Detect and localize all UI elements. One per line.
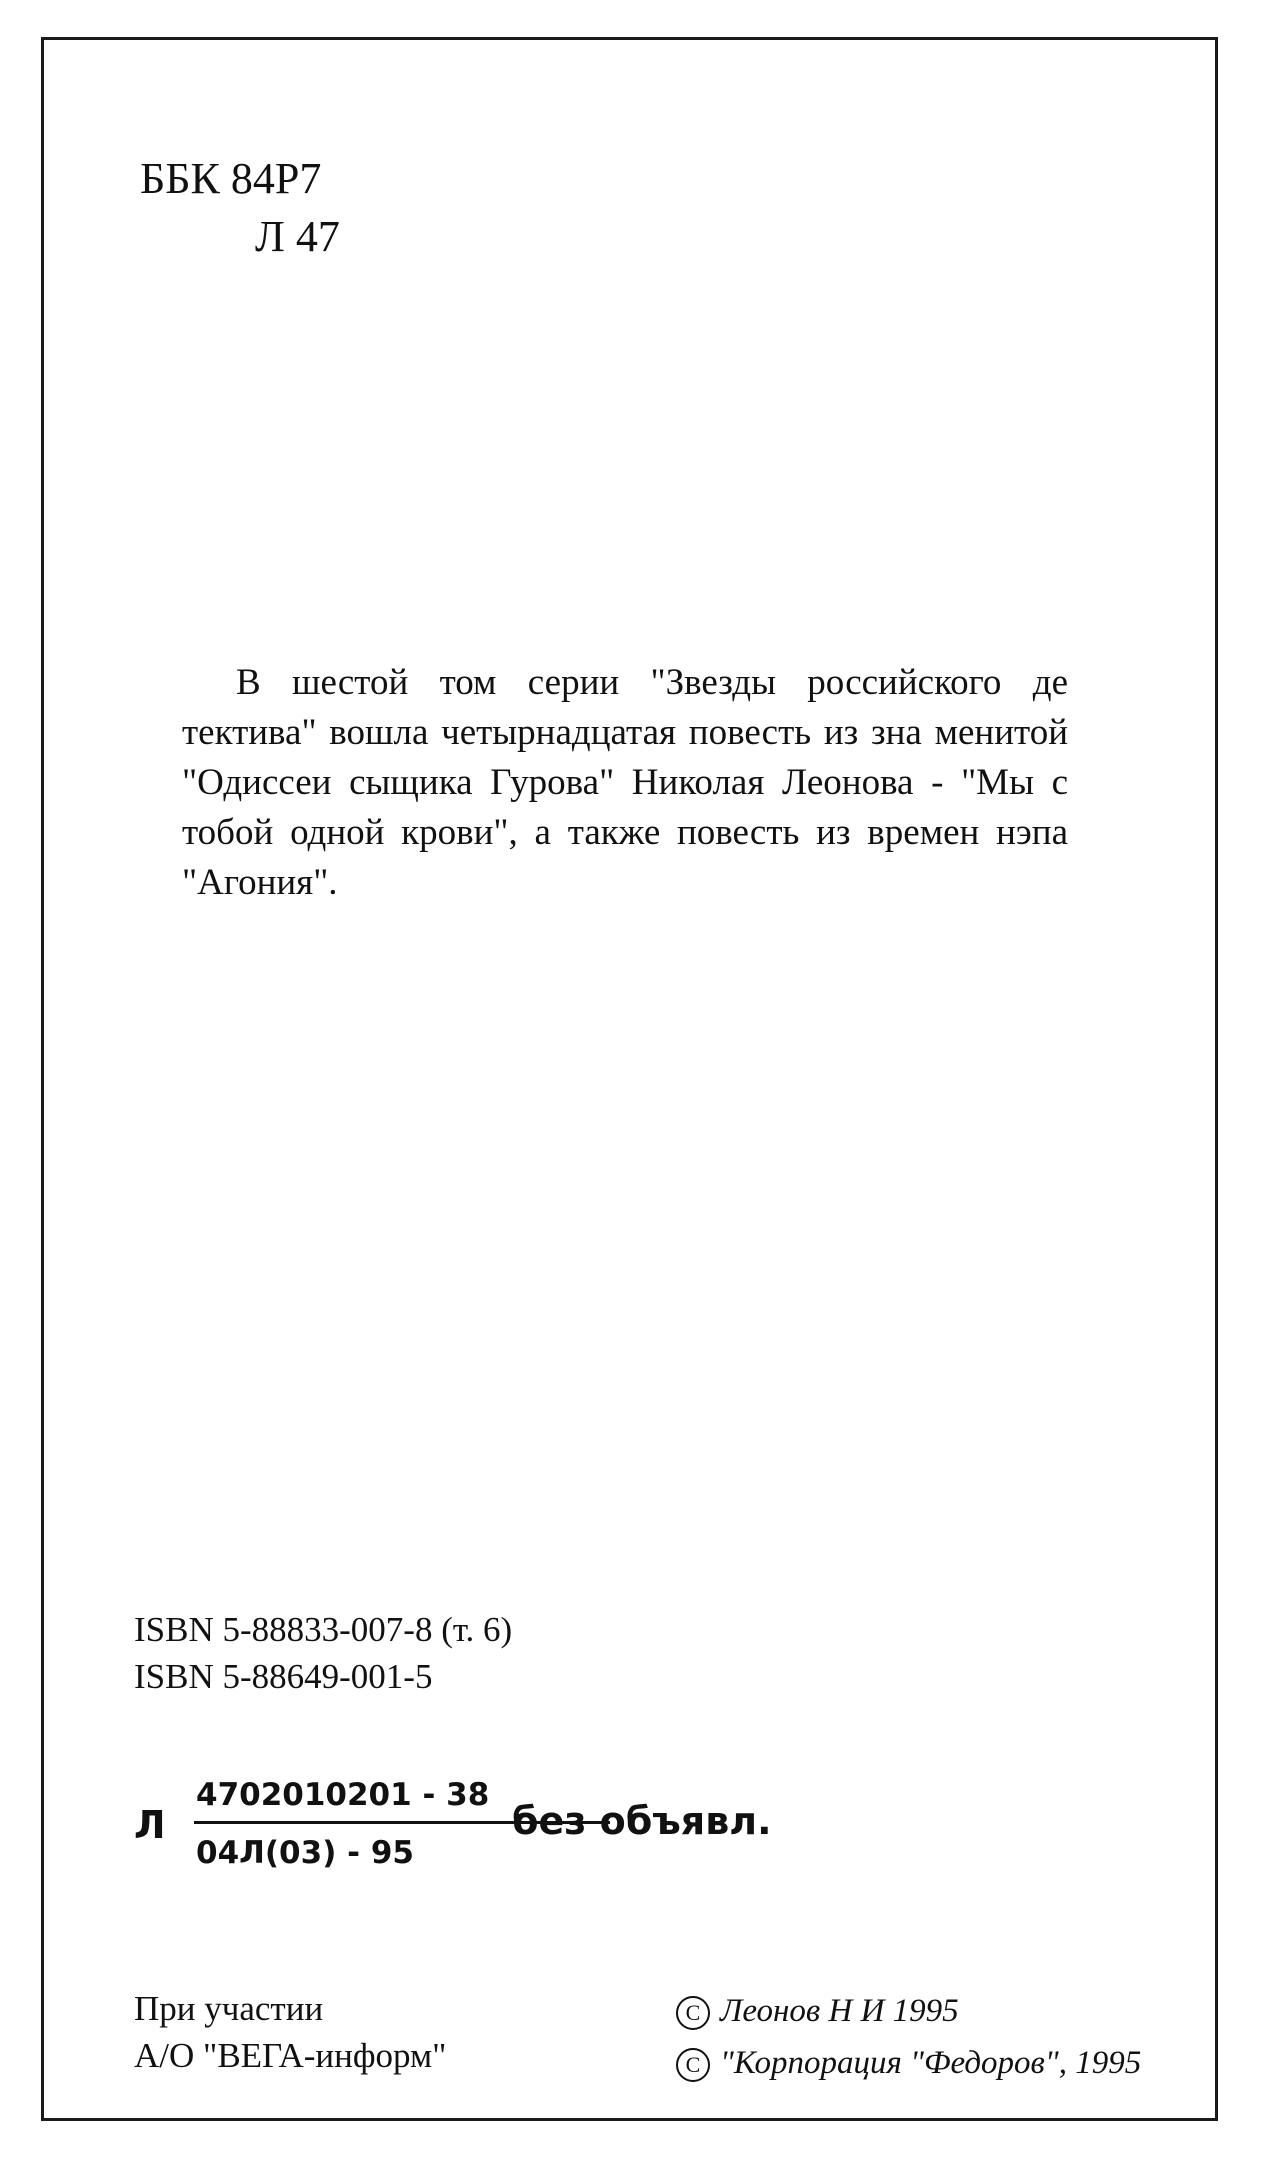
annotation-line: менитой "Одиссеи сыщика Гурова" Николая bbox=[182, 712, 1068, 803]
copyright-row bbox=[676, 2037, 1141, 2089]
code-letter: Л bbox=[134, 1803, 166, 1847]
author-mark: Л 47 bbox=[255, 212, 340, 261]
copyright-block bbox=[676, 1985, 1141, 2089]
participation-line: А/О "ВЕГА-информ" bbox=[134, 2036, 447, 2075]
participation-line: При участии bbox=[134, 1989, 324, 2028]
annotation-line: тектива" вошла четырнадцатая повесть из зна bbox=[182, 712, 922, 753]
annotation-line: В шестой том серии "Звезды российского де bbox=[236, 662, 1068, 703]
annotation-line: Леонова - "Мы с тобой одной крови", а также bbox=[182, 762, 1069, 853]
copyright-text: Леонов Н И 1995 bbox=[720, 1993, 959, 2029]
annotation-paragraph bbox=[182, 658, 1068, 908]
isbn-block bbox=[134, 1606, 512, 1700]
copyright-icon: C bbox=[676, 1996, 710, 2030]
code-note: без объявл. bbox=[512, 1799, 772, 1843]
bbk-code: ББК 84Р7 bbox=[140, 154, 322, 203]
copyright-icon: C bbox=[676, 2048, 710, 2082]
isbn-line: ISBN 5-88833-007-8 (т. 6) bbox=[134, 1610, 513, 1649]
annotation-line: повесть из времен нэпа "Агония". bbox=[182, 812, 1068, 903]
bbk-classification bbox=[140, 150, 340, 266]
participation-block bbox=[134, 1985, 446, 2079]
code-numerator: 4702010201 - 38 bbox=[196, 1777, 490, 1813]
publication-code bbox=[134, 1775, 834, 1895]
copyright-text: "Корпорация "Федоров", 1995 bbox=[720, 2045, 1142, 2081]
isbn-line: ISBN 5-88649-001-5 bbox=[134, 1657, 433, 1696]
code-denominator: 04Л(03) - 95 bbox=[196, 1835, 414, 1871]
copyright-row bbox=[676, 1985, 1141, 2037]
